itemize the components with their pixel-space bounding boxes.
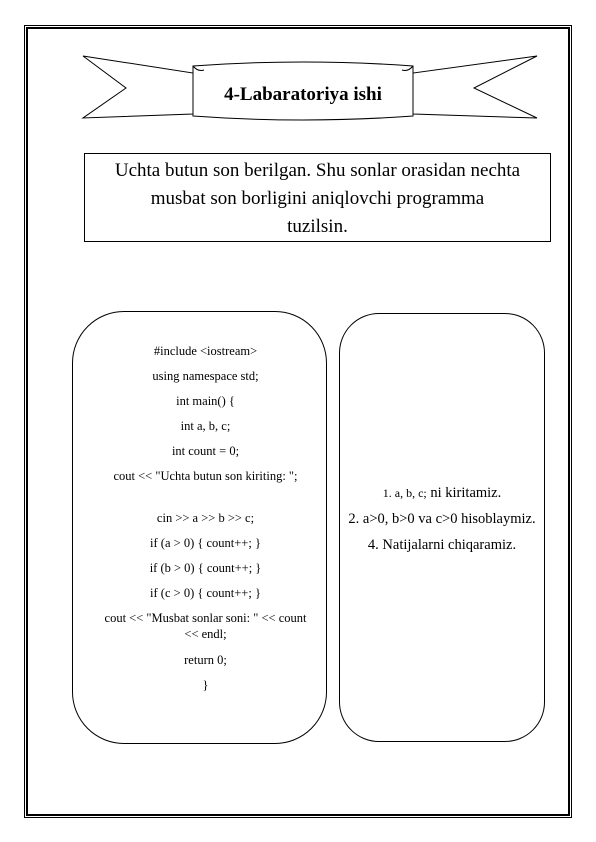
task-line: tuzilsin. [287,216,348,237]
task-line: Uchta butun son berilgan. Shu sonlar orasidan nechta [114,160,521,181]
code-line: return 0; [184,653,227,667]
code-line: int main() { [176,394,235,408]
code-line: if (b > 0) { count++; } [149,561,262,575]
step-item: 2. a>0, b>0 va c>0 hisoblaymiz. [348,511,536,527]
banner-right-tail [413,56,537,118]
code-line: int count = 0; [171,444,240,458]
task-line: musbat son borligini aniqlovchi programma [150,188,485,209]
code-line: } [202,678,209,692]
step-item: 4. Natijalarni chiqaramiz. [367,537,517,553]
code-line: cout << "Musbat sonlar soni: " << count << endl; [104,611,307,641]
task-statement [84,153,551,242]
code-line: int a, b, c; [180,419,231,433]
code-line: if (c > 0) { count++; } [150,586,261,600]
page-title: 4-Labaratoriya ishi [224,84,382,105]
code-line: #include <iostream> [153,344,258,358]
code-panel [72,311,327,744]
code-line: using namespace std; [152,369,259,383]
code-line: cin >> a >> b >> c; [156,511,255,525]
banner-left-tail [83,56,193,118]
step-variables: 1. a, b, c; [382,486,427,500]
steps-panel [339,313,545,742]
step-item [348,484,536,502]
code-line: cout << "Uchta butun son kiriting: "; [113,469,298,483]
code-line: if (a > 0) { count++; } [150,536,261,550]
step-text: ni kiritamiz. [426,485,502,501]
